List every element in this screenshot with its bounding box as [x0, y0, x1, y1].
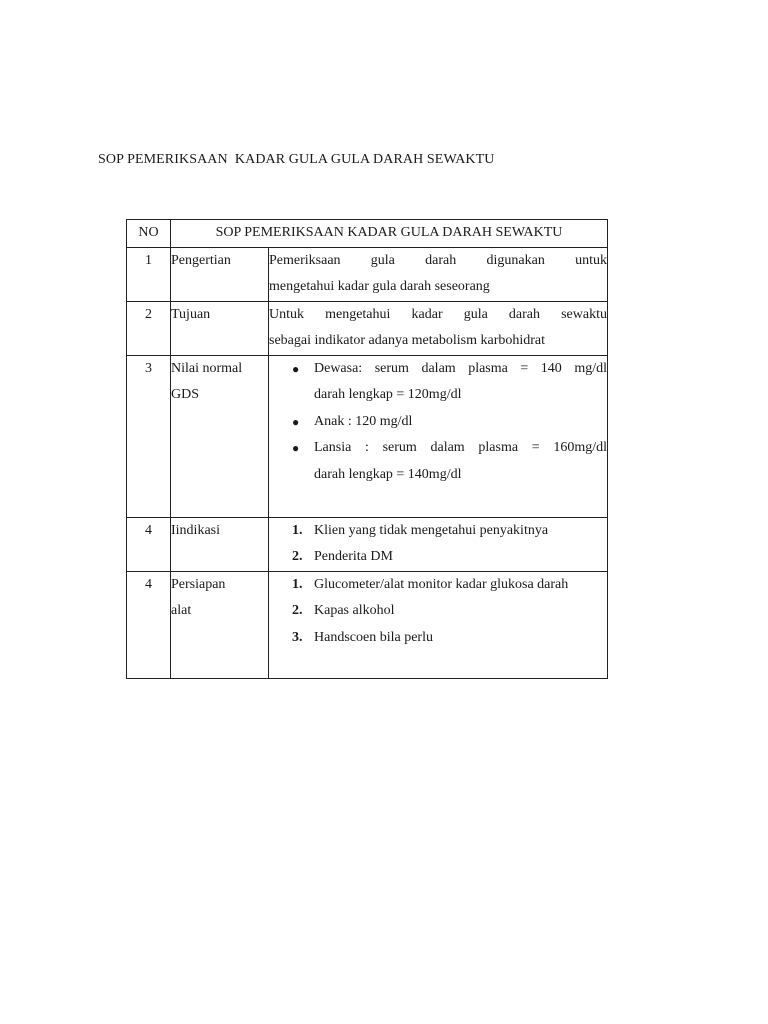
document-title: SOP PEMERIKSAAN KADAR GULA GULA DARAH SEWAKTU: [98, 152, 495, 167]
list-item: [269, 356, 607, 409]
list-item-text: Handscoen bila perlu: [314, 629, 433, 645]
content-line: mengetahui kadar gula darah seseorang: [269, 279, 490, 294]
list-item: [269, 544, 607, 571]
row-label: [171, 571, 269, 678]
list-number: 1.: [292, 522, 303, 538]
list-number: 1.: [292, 576, 303, 592]
list-item-line: darah lengkap = 140mg/dl: [314, 466, 462, 482]
content-line: Pemeriksaan gula darah digunakan untuk: [269, 252, 607, 268]
list-item-text: Klien yang tidak mengetahui penyakitnya: [314, 522, 549, 538]
content-line: Untuk mengetahui kadar gula darah sewaktu: [269, 306, 607, 322]
row-number: 4: [127, 571, 171, 678]
list-item-line: Dewasa: serum dalam plasma = 140 mg/dl: [314, 360, 607, 376]
list-item: [269, 518, 607, 545]
list-item-line: darah lengkap = 120mg/dl: [314, 387, 462, 402]
row-content: [269, 355, 608, 517]
list-item-text: Glucometer/alat monitor kadar glukosa darah: [314, 576, 569, 592]
list-number: 2.: [292, 549, 303, 564]
row-number: 1: [127, 247, 171, 301]
row-label: Iindikasi: [171, 517, 269, 571]
bullet-icon: ●: [292, 414, 300, 429]
row-label: Tujuan: [171, 301, 269, 355]
row-label: Pengertian: [171, 247, 269, 301]
list-item: [269, 409, 607, 436]
row-number: 2: [127, 301, 171, 355]
bullet-icon: ●: [292, 361, 300, 376]
numbered-list: [269, 572, 607, 652]
content-line: sebagai indikator adanya metabolism karbohidrat: [269, 333, 546, 348]
label-line: Nilai normal: [171, 360, 243, 376]
list-item: [269, 598, 607, 625]
table-header-row: [127, 220, 608, 248]
label-line: alat: [171, 603, 192, 618]
table-row: [127, 517, 608, 571]
bullet-list: [269, 356, 607, 489]
row-label: [171, 355, 269, 517]
numbered-list: [269, 518, 607, 571]
list-item-text: Penderita DM: [314, 549, 393, 564]
list-item-text: Kapas alkohol: [314, 603, 395, 618]
row-content: [269, 517, 608, 571]
row-number: 3: [127, 355, 171, 517]
list-item: [269, 572, 607, 599]
list-item: [269, 625, 607, 652]
list-number: 3.: [292, 629, 303, 645]
row-content: [269, 247, 608, 301]
header-no: NO: [127, 220, 171, 248]
list-number: 2.: [292, 603, 303, 618]
label-line: Persiapan: [171, 576, 226, 592]
row-content: [269, 571, 608, 678]
bullet-icon: ●: [292, 441, 300, 455]
table-row: [127, 247, 608, 301]
row-content: [269, 301, 608, 355]
label-line: GDS: [171, 387, 200, 402]
table-row: [127, 301, 608, 355]
sop-table: [126, 219, 608, 679]
list-item-line: Lansia : serum dalam plasma = 160mg/dl: [314, 440, 607, 455]
list-item: [269, 435, 607, 488]
header-title: SOP PEMERIKSAAN KADAR GULA DARAH SEWAKTU: [171, 220, 608, 248]
list-item-line: Anak : 120 mg/dl: [314, 413, 413, 429]
table-row: [127, 571, 608, 678]
table-row: [127, 355, 608, 517]
row-number: 4: [127, 517, 171, 571]
